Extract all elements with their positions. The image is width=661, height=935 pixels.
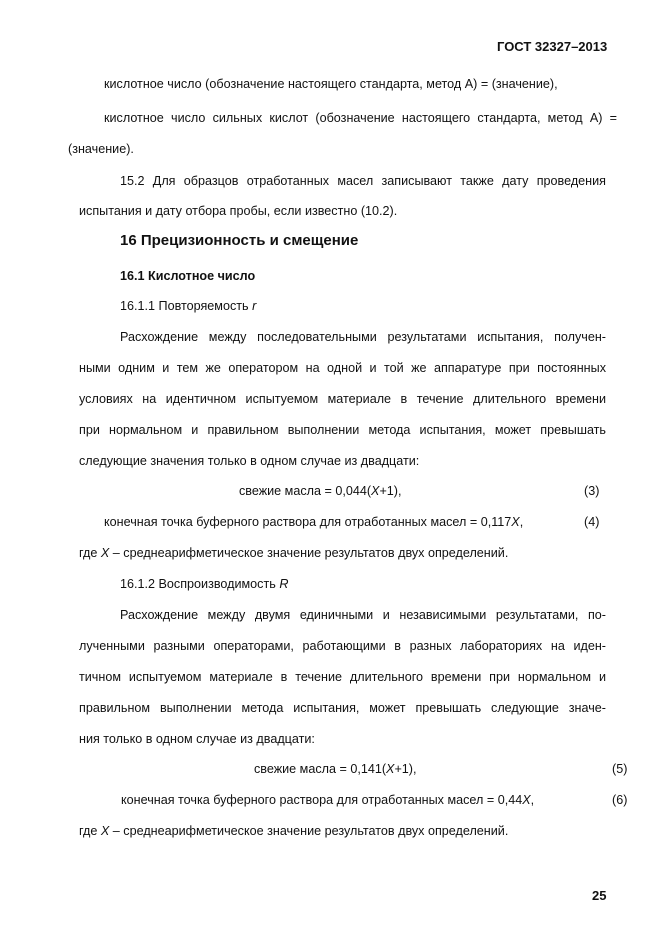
where-clause: где X – среднеарифметическое значение результатов двух определений. (79, 546, 509, 560)
text-line: ными одним и тем же оператором на одной и той же аппаратуре при постоянных (79, 361, 606, 375)
formula-number-5: (5) (612, 762, 628, 776)
formula-6: конечная точка буферного раствора для отработанных масел = 0,44X, (121, 793, 535, 807)
where-clause: где X – среднеарифметическое значение результатов двух определений. (79, 824, 509, 838)
clause-16-1-2: 16.1.2 Воспроизводимость R (120, 577, 289, 591)
clause-16-1-1: 16.1.1 Повторяемость r (120, 299, 257, 313)
formula-number-4: (4) (584, 515, 600, 529)
text-line: правильном выполнении метода испытания, может превышать следующие значе- (79, 701, 606, 715)
formula-4: конечная точка буферного раствора для отработанных масел = 0,117X, (104, 515, 524, 529)
text-line: следующие значения только в одном случае из двадцати: (79, 454, 420, 468)
page-number: 25 (592, 888, 607, 903)
text-line: условиях на идентичном испытуемом материале в течение длительного времени (79, 392, 606, 406)
text-line: тичном испытуемом материале в течение длительного времени при нормальном и (79, 670, 606, 684)
text-line: лученными разными операторами, работающими в разных лабораториях на иден- (79, 639, 606, 653)
text-line: ния только в одном случае из двадцати: (79, 732, 315, 746)
formula-number-6: (6) (612, 793, 628, 807)
text-line: испытания и дату отбора пробы, если известно (10.2). (79, 204, 398, 218)
formula-5: свежие масла = 0,141(X+1), (254, 762, 417, 776)
text-line: при нормальном и правильном выполнении метода испытания, может превышать (79, 423, 606, 437)
text-line: кислотное число (обозначение настоящего стандарта, метод A) = (значение), (104, 77, 558, 91)
section-heading-16: 16 Прецизионность и смещение (120, 232, 359, 249)
text-line: Расхождение между последовательными результатами испытания, получен- (120, 330, 606, 344)
formula-3: свежие масла = 0,044(X+1), (239, 484, 402, 498)
text-line: (значение). (68, 142, 134, 156)
text-line: Расхождение между двумя единичными и независимыми результатами, по- (120, 608, 606, 622)
text-line: кислотное число сильных кислот (обозначение настоящего стандарта, метод A) = (104, 111, 617, 125)
formula-number-3: (3) (584, 484, 600, 498)
subsection-heading-16-1: 16.1 Кислотное число (120, 269, 256, 283)
text-line: 15.2 Для образцов отработанных масел записывают также дату проведения (120, 174, 606, 188)
document-id: ГОСТ 32327–2013 (497, 39, 608, 54)
